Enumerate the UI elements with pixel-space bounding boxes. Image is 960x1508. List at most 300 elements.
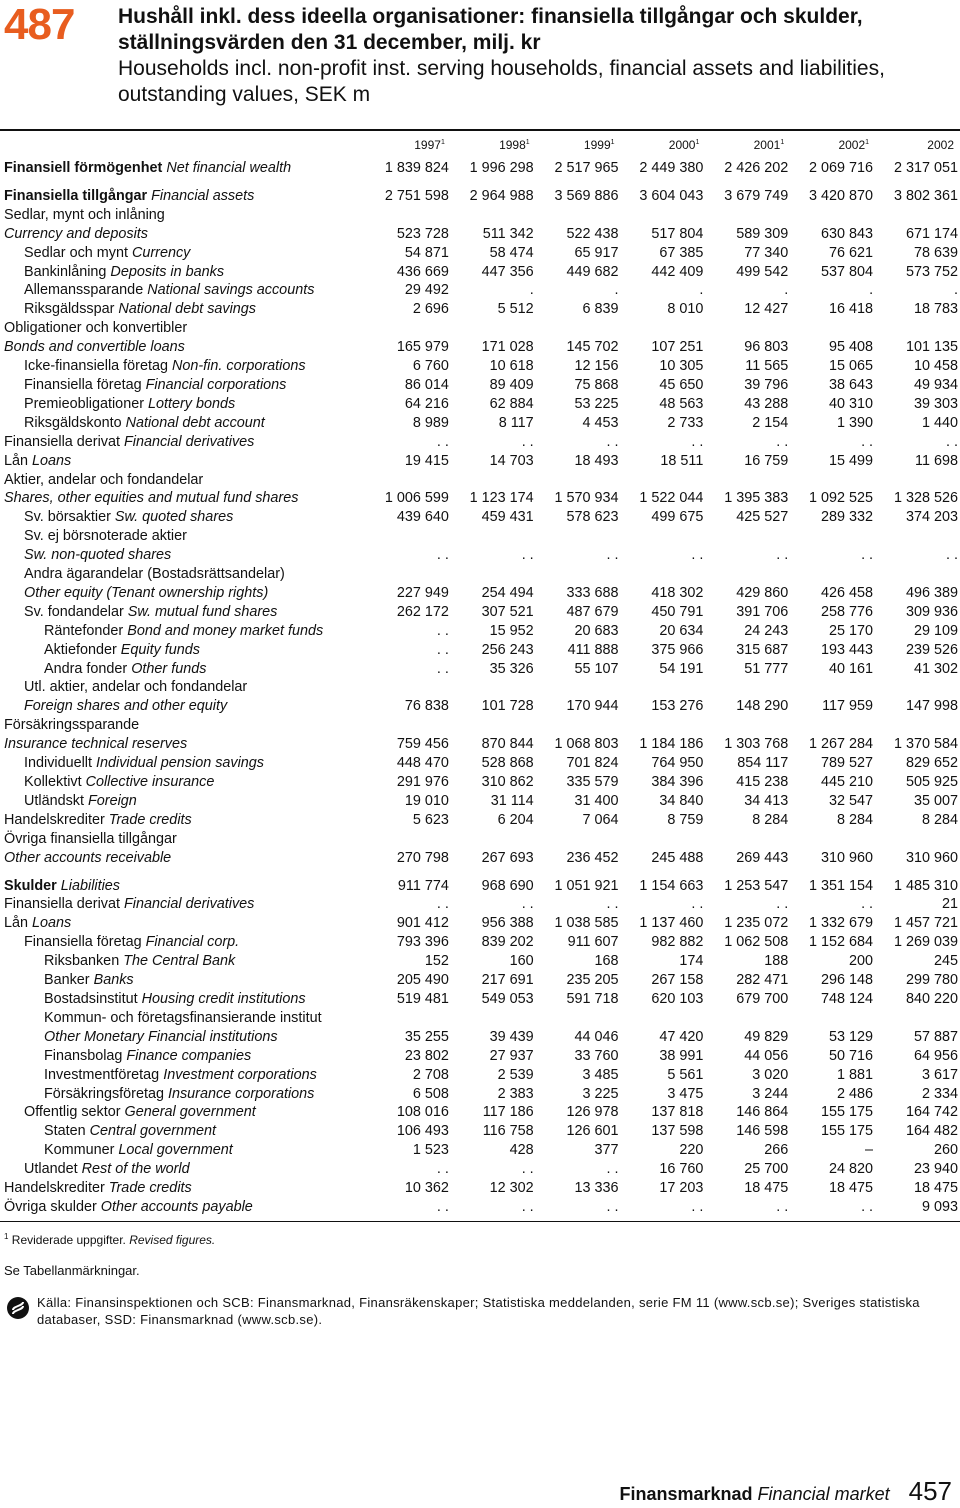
table-row [0, 527, 958, 546]
value-cell: 10 618 [489, 358, 534, 375]
value-cell: 2 486 [837, 1085, 874, 1102]
column-year: 2001 [753, 138, 781, 152]
row-label-sv: Övriga skulder [4, 1198, 97, 1215]
table-row [0, 414, 958, 433]
value-cell: 137 598 [651, 1123, 704, 1140]
table-title [118, 4, 948, 108]
value-cell: 49 829 [744, 1028, 789, 1045]
table-row [0, 244, 958, 263]
table-row [0, 376, 958, 395]
value-cell: . [614, 282, 619, 299]
value-cell [873, 1009, 958, 1028]
value-cell: 1 523 [412, 1142, 449, 1159]
row-label [0, 678, 364, 697]
value-cell [534, 527, 619, 546]
value-cell: 2 317 051 [893, 160, 958, 176]
value-cell: 829 652 [905, 755, 958, 772]
row-label [0, 622, 364, 641]
value-cell: 20 683 [574, 622, 619, 639]
value-cell: . . [861, 433, 874, 450]
value-cell: 18 493 [574, 452, 619, 469]
value-cell [364, 830, 449, 849]
row-label-en: Local government [118, 1142, 233, 1159]
table-body [0, 159, 958, 1217]
value-cell [619, 206, 704, 225]
value-cell: . . [691, 547, 704, 564]
value-cell: 266 [764, 1142, 789, 1159]
row-label-sv: Lån [4, 452, 29, 469]
value-cell: 578 623 [566, 509, 619, 526]
value-cell: 35 255 [404, 1028, 449, 1045]
value-cell: . . [606, 547, 619, 564]
value-cell: 374 203 [905, 509, 958, 526]
value-cell: 16 418 [829, 301, 874, 318]
table-row [0, 641, 958, 660]
spacer-cell [0, 178, 958, 187]
value-cell: 29 492 [404, 282, 449, 299]
value-cell: 45 650 [659, 376, 704, 393]
spacer-row [0, 178, 958, 187]
value-cell: 117 186 [482, 1104, 534, 1121]
row-label [0, 414, 364, 433]
row-label [0, 971, 364, 990]
value-cell: 415 238 [736, 774, 789, 790]
table-row [0, 990, 958, 1009]
table-row [0, 565, 958, 584]
row-label-en: Lottery bonds [148, 395, 236, 412]
table-row [0, 225, 958, 244]
row-label-en: Investment corporations [163, 1066, 317, 1083]
value-cell [873, 527, 958, 546]
value-cell [534, 471, 619, 490]
value-cell: 10 362 [404, 1180, 449, 1197]
value-cell: 15 065 [829, 358, 874, 375]
value-cell: 108 016 [396, 1104, 449, 1121]
value-cell: . . [521, 1198, 534, 1215]
row-label [0, 914, 364, 933]
value-cell: 3 225 [582, 1085, 619, 1102]
table-row [0, 1198, 958, 1217]
column-note: 1 [440, 139, 445, 146]
bottom-rule [0, 1221, 960, 1222]
value-cell: 23 940 [913, 1161, 958, 1178]
value-cell: 3 485 [582, 1066, 619, 1083]
value-cell: 2 069 716 [809, 160, 874, 176]
value-cell: . . [946, 547, 958, 564]
value-cell: . . [521, 1161, 534, 1178]
value-cell [703, 319, 788, 338]
value-cell: 40 310 [829, 395, 874, 412]
value-cell: . . [861, 896, 874, 913]
row-label-sv: Aktier, andelar och fondandelar [4, 471, 204, 488]
table-row [0, 1047, 958, 1066]
column-year: 2002 [838, 138, 866, 152]
value-cell: 170 944 [566, 698, 619, 715]
row-label-en: Other accounts payable [100, 1198, 253, 1215]
value-cell: 1 092 525 [809, 490, 874, 507]
value-cell: 2 383 [497, 1085, 534, 1102]
value-cell: 147 998 [905, 698, 958, 715]
value-cell: 701 824 [566, 755, 619, 772]
column-note: 1 [865, 139, 870, 146]
row-label-en: Collective insurance [85, 774, 215, 790]
value-cell: 57 887 [913, 1028, 958, 1045]
column-header [364, 131, 449, 159]
row-label-sv: Investmentföretag [44, 1066, 160, 1083]
value-cell [788, 830, 873, 849]
row-label-en: Housing credit institutions [141, 990, 306, 1007]
value-cell [619, 565, 704, 584]
value-cell: 679 700 [736, 990, 789, 1007]
value-cell: 12 427 [744, 301, 789, 318]
value-cell: 32 547 [829, 792, 874, 809]
value-cell [449, 678, 534, 697]
value-cell: 64 956 [913, 1047, 958, 1064]
row-label [0, 1122, 364, 1141]
value-cell: 54 871 [404, 244, 449, 261]
value-cell [449, 319, 534, 338]
row-label [0, 1160, 364, 1179]
column-year: 1999 [583, 138, 611, 152]
value-cell: 377 [594, 1142, 619, 1159]
value-cell: 38 991 [659, 1047, 704, 1064]
table-row [0, 489, 958, 508]
value-cell [449, 527, 534, 546]
row-label [0, 433, 364, 452]
table-row [0, 697, 958, 716]
value-cell: . . [606, 1161, 619, 1178]
value-cell [703, 471, 788, 490]
row-label-en: Bond and money market funds [127, 622, 324, 639]
value-cell: 15 952 [489, 622, 534, 639]
value-cell: 58 474 [489, 244, 534, 261]
value-cell: 439 640 [396, 509, 449, 526]
row-label [0, 508, 364, 527]
value-cell: 870 844 [481, 736, 534, 753]
value-cell: 137 818 [651, 1104, 704, 1121]
value-cell: 76 621 [829, 244, 874, 261]
value-cell: 2 426 202 [724, 160, 789, 176]
value-cell: 630 843 [821, 225, 874, 242]
row-label-en: Other Monetary Financial institutions [44, 1028, 278, 1045]
value-cell [534, 565, 619, 584]
table-row [0, 678, 958, 697]
value-cell: 333 688 [566, 584, 619, 601]
column-year: 2000 [668, 138, 696, 152]
see-note: Se Tabellanmärkningar. [4, 1263, 140, 1278]
value-cell: . . [436, 1198, 449, 1215]
row-label-en: General government [124, 1104, 256, 1121]
value-cell: 164 742 [905, 1104, 958, 1121]
row-label-sv: Finansiell förmögenhet [4, 160, 163, 176]
row-label [0, 1198, 364, 1217]
row-label [0, 159, 364, 178]
value-cell: 148 290 [736, 698, 789, 715]
value-cell: 146 598 [736, 1123, 789, 1140]
value-cell: . [784, 282, 789, 299]
value-cell [449, 206, 534, 225]
value-cell: . . [861, 547, 874, 564]
row-label [0, 471, 364, 490]
value-cell: 44 056 [744, 1047, 789, 1064]
value-cell: 1 123 174 [469, 490, 534, 507]
value-cell [534, 830, 619, 849]
value-cell: 1 269 039 [893, 934, 958, 951]
value-cell: 840 220 [905, 990, 958, 1007]
title-english: Households incl. non-profit inst. serving households, financial assets and liabilities, outstanding values, SEK m [118, 57, 885, 106]
value-cell: 418 302 [651, 584, 704, 601]
value-cell: 25 700 [744, 1161, 789, 1178]
table-row [0, 584, 958, 603]
row-label-sv: Offentlig sektor [24, 1104, 121, 1121]
value-cell: 391 706 [736, 603, 789, 620]
value-cell [788, 319, 873, 338]
value-cell: 982 882 [651, 934, 704, 951]
value-cell: 2 449 380 [639, 160, 704, 176]
value-cell: 35 326 [489, 660, 534, 677]
value-cell: 153 276 [651, 698, 704, 715]
row-label [0, 697, 364, 716]
row-label-sv: Finansiella företag [24, 934, 142, 951]
column-note: 1 [695, 139, 700, 146]
row-label [0, 300, 364, 319]
value-cell: . . [691, 1198, 704, 1215]
table-row [0, 877, 958, 896]
table-row [0, 206, 958, 225]
value-cell: 522 438 [566, 225, 619, 242]
table-row [0, 508, 958, 527]
value-cell: 269 443 [736, 849, 789, 866]
table-row [0, 1160, 958, 1179]
value-cell: 911 774 [397, 877, 449, 894]
value-cell: 193 443 [821, 641, 874, 658]
value-cell: . . [436, 622, 449, 639]
value-cell: 3 475 [667, 1085, 704, 1102]
footnote-mark: 1 [4, 1232, 9, 1241]
value-cell: 1 351 154 [809, 877, 874, 894]
value-cell [534, 716, 619, 735]
value-cell: 307 521 [481, 603, 534, 620]
value-cell: 116 758 [482, 1123, 534, 1140]
value-cell: 96 803 [744, 339, 789, 356]
value-cell: 2 517 965 [554, 160, 619, 176]
row-label-sv: Finansiella derivat [4, 433, 120, 450]
value-cell: 8 284 [921, 811, 958, 828]
row-label [0, 357, 364, 376]
value-cell: 426 458 [821, 584, 874, 601]
value-cell: . . [436, 896, 449, 913]
value-cell: 89 409 [489, 376, 534, 393]
table-row [0, 811, 958, 830]
value-cell: 78 639 [913, 244, 958, 261]
column-header [788, 131, 873, 159]
value-cell: 1 570 934 [554, 490, 619, 507]
column-header [534, 131, 619, 159]
value-cell: 447 356 [481, 263, 534, 280]
row-label [0, 603, 364, 622]
value-cell: 6 760 [412, 358, 449, 375]
value-cell: 146 864 [736, 1104, 789, 1121]
value-cell: . [954, 282, 958, 299]
row-label-en: Other funds [131, 660, 207, 677]
row-label [0, 735, 364, 754]
value-cell: 6 204 [497, 811, 534, 828]
value-cell: 511 342 [482, 225, 534, 242]
value-cell: 11 565 [745, 358, 789, 375]
table-row [0, 338, 958, 357]
value-cell [873, 471, 958, 490]
table-row [0, 914, 958, 933]
value-cell: 425 527 [736, 509, 789, 526]
value-cell [873, 319, 958, 338]
value-cell [619, 830, 704, 849]
value-cell: 5 623 [412, 811, 449, 828]
row-label-sv: Allemanssparande [24, 282, 144, 299]
table-row [0, 300, 958, 319]
value-cell [364, 319, 449, 338]
column-header [703, 131, 788, 159]
row-label-en: Foreign shares and other equity [24, 698, 228, 715]
value-cell: 165 979 [396, 339, 449, 356]
value-cell: 101 135 [905, 339, 958, 356]
row-label [0, 546, 364, 565]
spacer-cell [0, 868, 958, 877]
row-label-sv: Staten [44, 1123, 86, 1140]
value-cell: 589 309 [736, 225, 789, 242]
row-label [0, 1103, 364, 1122]
row-label-sv: Övriga finansiella tillgångar [4, 830, 177, 847]
row-label-en: Sw. mutual fund shares [127, 603, 278, 620]
value-cell: 41 302 [913, 660, 958, 677]
value-cell: 258 776 [821, 603, 874, 620]
value-cell: . . [606, 1198, 619, 1215]
value-cell: 3 617 [921, 1066, 958, 1083]
value-cell: . . [776, 896, 789, 913]
value-cell: 793 396 [396, 934, 449, 951]
value-cell: 591 718 [566, 990, 619, 1007]
value-cell: 145 702 [566, 339, 619, 356]
row-label-sv: Icke-finansiella företag [24, 358, 168, 375]
value-cell: 1 253 547 [724, 877, 789, 894]
row-label-en: Shares, other equities and mutual fund shares [4, 490, 299, 507]
scb-source-icon [6, 1296, 30, 1320]
value-cell: 18 783 [913, 301, 958, 318]
value-cell: 101 728 [481, 698, 534, 715]
value-cell: 16 760 [659, 1161, 704, 1178]
value-cell: 217 691 [481, 972, 534, 989]
value-cell [534, 319, 619, 338]
column-note: 1 [525, 139, 530, 146]
value-cell: 901 412 [396, 915, 449, 932]
value-cell: 1 303 768 [724, 736, 789, 753]
row-label [0, 263, 364, 282]
row-label-sv: Handelskrediter [4, 1180, 105, 1197]
row-label-sv: Sv. börsaktier [24, 509, 111, 526]
value-cell: 1 062 508 [724, 934, 789, 951]
value-cell: 1 137 460 [639, 915, 704, 932]
value-cell [703, 830, 788, 849]
row-label-en: Currency and deposits [4, 225, 148, 242]
row-label-sv: Finansiella företag [24, 376, 142, 393]
row-label [0, 187, 364, 206]
row-label [0, 830, 364, 849]
value-cell: 76 838 [404, 698, 449, 715]
value-cell: 24 820 [829, 1161, 874, 1178]
value-cell [534, 206, 619, 225]
row-label-en: The Central Bank [123, 953, 236, 970]
value-cell: 12 302 [489, 1180, 534, 1197]
value-cell: . . [521, 896, 534, 913]
row-label-sv: Banker [44, 972, 90, 989]
table-row [0, 716, 958, 735]
value-cell: 35 007 [913, 792, 958, 809]
row-label-en: Deposits in banks [110, 263, 225, 280]
value-cell: 1 390 [837, 414, 874, 431]
value-cell: 48 563 [659, 395, 704, 412]
value-cell [788, 678, 873, 697]
row-label-sv: Riksgäldsspar [24, 301, 115, 318]
value-cell: 62 884 [489, 395, 534, 412]
value-cell [703, 527, 788, 546]
value-cell: 155 175 [821, 1123, 874, 1140]
value-cell: 496 389 [905, 584, 958, 601]
row-label [0, 452, 364, 471]
value-cell: 6 839 [582, 301, 619, 318]
value-cell: 8 989 [412, 414, 449, 431]
row-label [0, 895, 364, 914]
value-cell: 289 332 [821, 509, 874, 526]
value-cell: 188 [764, 953, 789, 970]
page-number: 457 [908, 1476, 952, 1506]
value-cell: 19 010 [404, 792, 449, 809]
row-label-en: Other accounts receivable [4, 849, 172, 866]
value-cell: 499 675 [651, 509, 704, 526]
row-label [0, 877, 364, 896]
value-cell: 23 802 [404, 1047, 449, 1064]
row-label [0, 849, 364, 868]
row-label-en: Equity funds [120, 641, 200, 658]
row-label-sv: Kommun- och företagsfinansierande institut [44, 1009, 322, 1026]
table-row [0, 622, 958, 641]
value-cell: 1 068 803 [554, 736, 619, 753]
value-cell [449, 1009, 534, 1028]
value-cell: . [869, 282, 874, 299]
row-label-en: National debt account [125, 414, 265, 431]
value-cell: 18 475 [913, 1180, 958, 1197]
row-label-en: Insurance corporations [167, 1085, 315, 1102]
row-label [0, 1009, 364, 1028]
value-cell: 315 687 [736, 641, 789, 658]
value-cell: 25 170 [829, 622, 874, 639]
value-cell: 310 862 [481, 774, 534, 790]
value-cell [364, 678, 449, 697]
value-cell: 282 471 [736, 972, 789, 989]
value-cell: . . [436, 641, 449, 658]
value-cell: 445 210 [821, 774, 874, 790]
value-cell: . . [946, 433, 958, 450]
value-cell: 2 154 [752, 414, 789, 431]
value-cell: 3 679 749 [724, 187, 789, 204]
value-cell [873, 206, 958, 225]
value-cell: 126 601 [566, 1123, 619, 1140]
row-label [0, 990, 364, 1009]
row-label [0, 1141, 364, 1160]
value-cell: 310 960 [905, 849, 958, 866]
value-cell: 38 643 [829, 376, 874, 393]
value-cell: 1 332 679 [809, 915, 874, 932]
value-cell: . . [436, 547, 449, 564]
row-label-en: Finance companies [126, 1047, 252, 1064]
